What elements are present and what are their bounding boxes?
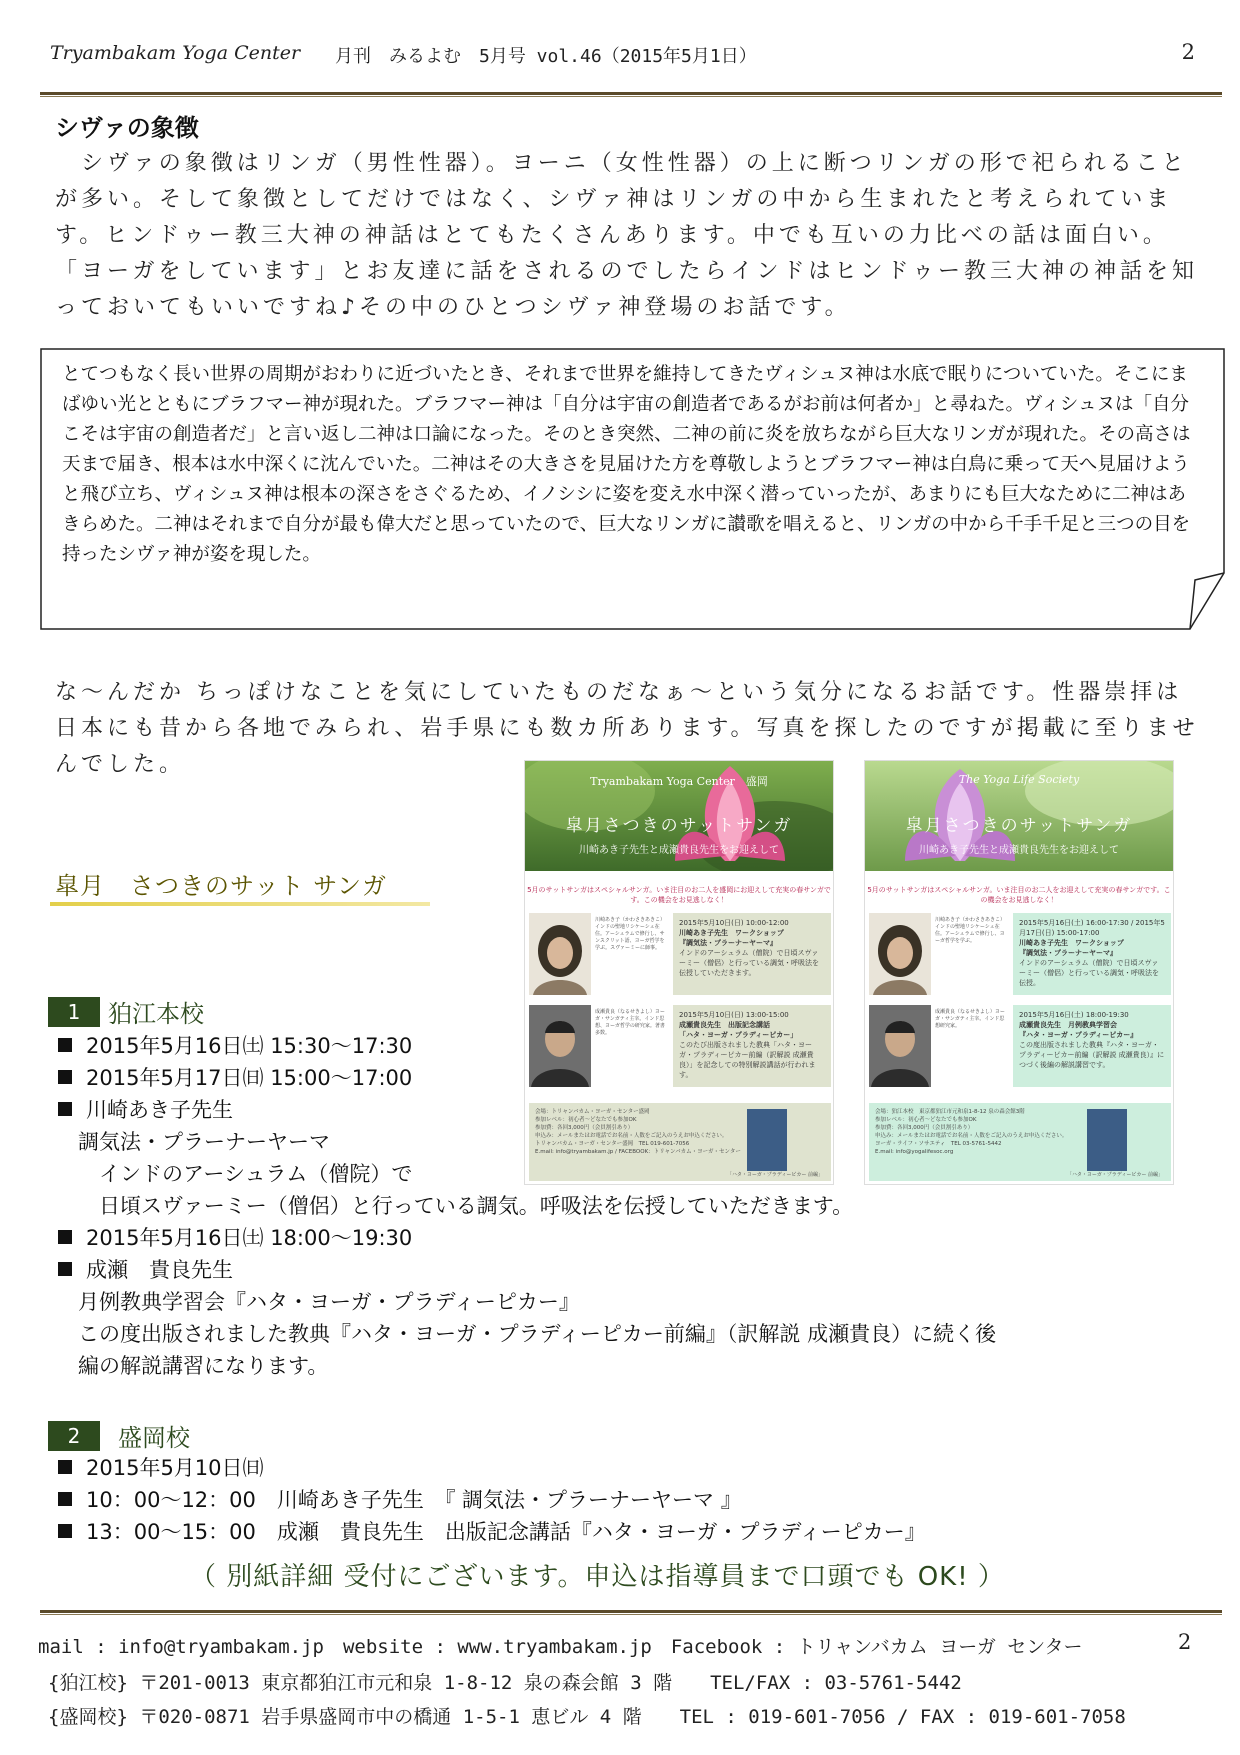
school-heading-komae	[48, 994, 204, 1029]
bullet-square-icon	[58, 1038, 72, 1052]
poster-row-naruse: 成瀬貴良（なるせきよし）ヨーガ・サンガティ主宰。インド思想研究家。 2015年5月16日(土) 18:00-19:30 成瀬貴良先生 月例教典学習会 『ハタ・ヨーガ・プラディーピカー』 この度出版されました教典『ハタ・ヨーガ・プラディーピカー前編（訳解説 成瀬貴良）』につづく後編の解説講習です。	[869, 1005, 1171, 1087]
bullet-square-icon	[58, 1230, 72, 1244]
story-text: とてつもなく長い世界の周期がおわりに近づいたとき、それまで世界を維持してきたヴィシュヌ神は水底で眠りについていた。そこにまばゆい光とともにブラフマー神が現れた。ブラフマー神は「自分は宇宙の創造者であるがお前は何者か」と尋ねた。ヴィシュヌは「自分こそは宇宙の創造者だ」と言い返し二神は口論になった。そのとき突然、二神の前に炎を放ちながら巨大なリンガが現れた。その高さは天まで届き、根本は水中深くに沈んでいた。二神はその大きさを見届けた方を尊敬しようとブラフマー神は白鳥に乗って天へ見届けようと飛び立ち、ヴィシュヌ神は根本の深さをさぐるため、イノシシに姿を変え水中深く潜っていったが、あまりにも巨大なために二神はあきらめた。二神はそれまで自分が最も偉大だと思っていたので、巨大なリンガに讃歌を唱えると、リンガの中から千手千足と三つの目を持ったシヴァ神が姿を現した。	[62, 364, 1191, 565]
portrait-photo-icon	[529, 913, 591, 995]
school-name: 狛江本校	[108, 1000, 204, 1028]
contact-line: mail : info@tryambakam.jp website : www.tryambakam.jp Facebook : トリャンバカム ヨーガ センター	[38, 1636, 1083, 1658]
list-item: 2015年5月10日㈰	[58, 1452, 926, 1484]
poster-row-kawasaki: 川崎あき子（かわさきあきこ）インドの聖地リシケーシュ在住。アーシュラムで修行し、ヨーガ哲学を学ぶ。 2015年5月16日(土) 16:00-17:30 / 2015年5月17日(日) 15:00-17:00 川崎あき子先生 ワークショップ 『調気法・プラーナーヤーマ』 インドのアーシュラム（僧院）で日頃スヴァーミー（僧侶）と行っている調気・呼吸法を伝授。	[869, 913, 1171, 995]
list-item: 2015年5月17日㈰ 15:00～17:00	[58, 1062, 996, 1094]
section-underline	[50, 902, 430, 906]
poster-intro: 5月のサットサンガはスペシャルサンガ。いま注目のお二人をお迎えして充実の春サンガです。この機会をお見逃しなく！	[867, 886, 1171, 904]
school-number: 2	[48, 1421, 100, 1451]
footer-page-number: 2	[1178, 1630, 1192, 1654]
portrait-photo-icon	[529, 1005, 591, 1087]
school-name: 盛岡校	[118, 1424, 190, 1452]
poster-banner: The Yoga Life Society 皐月さつきのサットサンガ 川崎あき子先生と成瀬貴良先生をお迎えして	[865, 761, 1173, 871]
bullet-square-icon	[58, 1262, 72, 1276]
book-cover-icon	[1087, 1109, 1127, 1171]
footer-rule	[40, 1610, 1222, 1613]
komae-address: {狛江校} 〒201-0013 東京都狛江市元和泉 1-8-12 泉の森会館 3 階 TEL/FAX : 03-5761-5442	[48, 1672, 962, 1694]
portrait-photo-icon	[869, 913, 931, 995]
poster-row-kawasaki: 川崎あき子（かわさきあきこ）インドの聖地リシケーシュ在住。アーシュラムで修行し、サンスクリット語、ヨーガ哲学を学ぶ。スヴァーミーに師事。 2015年5月10日(日) 10:00-12:00 川崎あき子先生 ワークショップ 『調気法・プラーナーヤーマ』 インドのアーシュラム（僧院）で日頃スヴァーミー（僧侶）と行っている調気・呼吸法を伝授していただきます。	[529, 913, 831, 995]
list-item: 川崎あき子先生	[58, 1094, 996, 1126]
after-paragraph: な～んだか ちっぽけなことを気にしていたものだなぁ～という気分になるお話です。性器崇拝は日本にも昔から各地でみられ、岩手県にも数カ所あります。写真を探したのですが掲載に至りませんでした。	[55, 680, 1199, 777]
poster-intro: 5月のサットサンガはスペシャルサンガ。いま注目のお二人を盛岡にお迎えして充実の春サンガです。この機会をお見逃しなく！	[527, 886, 831, 904]
header-rule	[40, 92, 1222, 95]
bullet-square-icon	[58, 1524, 72, 1538]
center-name: Tryambakam Yoga Center	[50, 42, 301, 64]
notice-text: （ 別紙詳細 受付にございます。申込は指導員まで口頭でも OK! ）	[190, 1562, 1005, 1592]
footer-rule-thin	[40, 1614, 1222, 1615]
book-cover-icon	[747, 1109, 787, 1171]
poster-footer: 会場：トリャンバカム・ヨーガ・センター盛岡 参加レベル：初心者～どなたでも参加OK 参加費：各回3,000円（会員割引あり） 申込み：メールまたはお電話でお名前・人数をご記入のうえお申込ください。 トリャンバカム・ヨーガ・センター盛岡 TEL 019-601-7056 E.mail: info@tryambakam.jp / FACEBOOK：トリャンバカム・ヨーガ・センター 「ハタ・ヨーガ・プラディーピカー 前編」	[529, 1103, 831, 1181]
poster-row-naruse: 成瀬貴良（なるせきよし）ヨーガ・サンガティ主宰。インド思想、ヨーガ哲学の研究家。著書多数。 2015年5月10日(日) 13:00-15:00 成瀬貴良先生 出版記念講話 「ハタ・ヨーガ・プラディーピカー」 このたび出版されました教典「ハタ・ヨーガ・プラディーピカー前編（訳解説 成瀬貴良）」を記念しての特別解説講話が行われます。	[529, 1005, 831, 1087]
bullet-square-icon	[58, 1070, 72, 1084]
intro-paragraph: シヴァの象徴はリンガ（男性性器）。ヨーニ（女性性器）の上に断つリンガの形で祀られることが多い。そして象徴としてだけではなく、シヴァ神はリンガの中から生まれたと考えられています。ヒンドゥー教三大神の神話はとてもたくさんあります。中でも互いの力比べの話は面白い。「ヨーガをしています」とお友達に話をされるのでしたらインドはヒンドゥー教三大神の神話を知っておいてもいいですね♪その中のひとつシヴァ神登場のお話です。	[55, 151, 1199, 320]
event-poster-morioka	[524, 760, 834, 1185]
komae-description-2: 月例教典学習会『ハタ・ヨーガ・プラディーピカー』 この度出版されました教典『ハタ・ヨーガ・プラディーピカー前編』（訳解説 成瀬貴良）に続く後 編の解説講習になります。	[78, 1290, 997, 1378]
bullet-square-icon	[58, 1460, 72, 1474]
poster-footer: 会場：狛江本校 東京都狛江市元和泉1-8-12 泉の森会館3階 参加レベル：初心者～どなたでも参加OK 参加費：各回3,000円（会員割引あり） 申込み：メールまたはお電話でお名前・人数をご記入のうえお申込ください。 ヨーガ・ライフ・ソサエティ TEL 03-5761-5442 E.mail: info@yogalifesoc.org 「ハタ・ヨーガ・プラディーピカー 前編」	[869, 1103, 1171, 1181]
bullet-square-icon	[58, 1492, 72, 1506]
header-rule-thin	[40, 96, 1222, 97]
list-item: 成瀬 貴良先生	[58, 1254, 996, 1286]
poster-banner: Tryambakam Yoga Center 盛岡 皐月さつきのサットサンガ 川崎あき子先生と成瀬貴良先生をお迎えして	[525, 761, 833, 871]
portrait-photo-icon	[869, 1005, 931, 1087]
page-header	[50, 38, 1195, 78]
issue-info: 月刊 みるよむ 5月号 vol.46（2015年5月1日）	[335, 46, 757, 67]
komae-description-1: 調気法・プラーナーヤーマ インドのアーシュラム（僧院）で 日頃スヴァーミー（僧侶）と行っている調気。呼吸法を伝授していただきます。	[78, 1130, 854, 1218]
school-number: 1	[48, 997, 100, 1027]
list-item: 2015年5月16日㈯ 18:00～19:30	[58, 1222, 996, 1254]
list-item: 2015年5月16日㈯ 15:30～17:30	[58, 1030, 996, 1062]
event-section-title: 皐月 さつきのサット サンガ	[55, 872, 387, 900]
morioka-address: {盛岡校} 〒020-0871 岩手県盛岡市中の橋通 1-5-1 恵ビル 4 階 TEL : 019-601-7056 / FAX : 019-601-7058	[48, 1706, 1126, 1728]
list-item: 13：00～15：00 成瀬 貴良先生 出版記念講話『ハタ・ヨーガ・プラディーピカー』	[58, 1516, 926, 1548]
school-heading-morioka	[48, 1418, 190, 1453]
event-poster-komae	[864, 760, 1174, 1185]
list-item: 10：00～12：00 川崎あき子先生 『 調気法・プラーナーヤーマ 』	[58, 1484, 926, 1516]
article-heading: シヴァの象徴	[55, 114, 199, 142]
page-number: 2	[1181, 40, 1195, 64]
morioka-schedule	[58, 1452, 926, 1548]
bullet-square-icon	[58, 1102, 72, 1116]
